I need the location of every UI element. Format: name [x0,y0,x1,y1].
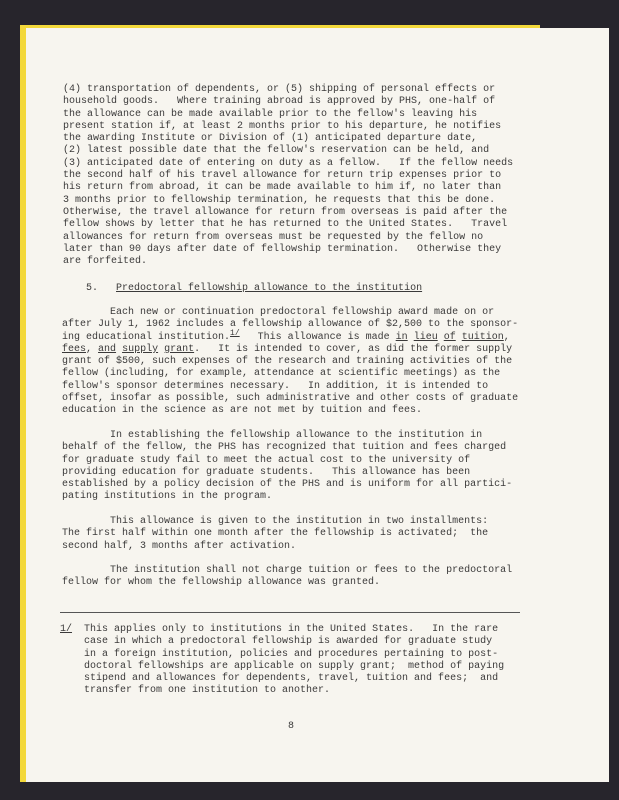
text-line: pating institutions in the program. [62,491,273,503]
text-line: the awarding Institute or Division of (1) anticipated departure date, [63,133,478,145]
text-line [62,328,518,344]
paragraph-installments [62,516,488,553]
text-line: for graduate study fail to meet the actual cost to the university of [62,454,471,466]
text-line: his return from abroad, it can be made available to him if, no later than [63,182,502,194]
paragraph-no-tuition [62,565,512,590]
text-segment: This allowance is made [239,331,396,343]
text-line: (2) latest possible date that the fellow's reservation can be held, and [63,145,490,157]
text-line: Each new or continuation predoctoral fellowship award made on or [62,307,495,318]
text-line: doctoral fellowships are applicable on supply grant; method of paying [60,660,505,672]
text-line: fellow's sponsor determines necessary. In addition, it is intended to [62,380,489,392]
text-line: household goods. Where training abroad is approved by PHS, one-half of [63,96,496,108]
text-line [62,344,518,356]
text-line: case in which a predoctoral fellowship is awarded for graduate study [60,636,493,648]
text-line: later than 90 days after date of fellowship termination. Otherwise they [63,243,502,255]
text-line: after July 1, 1962 includes a fellowship allowance of $2,500 to the sponsor- [62,319,519,331]
underlined-text: Predoctoral fellowship allowance to the institution [116,283,423,294]
text-segment: , [86,343,99,355]
text-segment: ing educational institution. [62,331,231,343]
text-line: stipend and allowances for dependents, travel, tuition and fees; and [60,673,499,685]
text-line: fellow shows by letter that he has returned to the United States. Travel [63,219,508,231]
text-line: grant of $500, such expenses of the research and training activities of the [62,356,513,368]
paragraph-award [62,307,518,418]
footnote-divider [60,612,520,613]
text-line: Otherwise, the travel allowance for return from overseas is paid after the [63,206,508,218]
text-line: established by a policy decision of the PHS and is uniform for all partici- [62,479,513,491]
underlined-text: 1/ [60,624,73,635]
text-line [86,283,422,295]
underlined-text: lieu [413,331,438,343]
underlined-text: grant [164,343,195,355]
text-line: In establishing the fellowship allowance to the institution in [62,430,483,441]
text-line: are forfeited. [63,256,148,268]
text-line: fellow for whom the fellowship allowance was granted. [62,577,381,589]
text-line: second half, 3 months after activation. [62,540,297,552]
page-number: 8 [288,721,295,732]
text-segment: 5. [86,283,117,294]
text-line: (4) transportation of dependents, or (5) shipping of personal effects or [63,84,496,95]
text-line: (3) anticipated date of entering on duty as a fellow. If the fellow needs [63,157,514,169]
text-line: the second half of his travel allowance for return trip expenses prior to [63,170,502,182]
underlined-text: and [98,343,117,355]
section-heading [86,283,422,295]
footnote-reference: 1/ [230,328,240,338]
text-line: This allowance is given to the institution in two installments: [62,516,489,527]
text-line: 3 months prior to fellowship termination, he requests that this be done. [63,194,496,206]
text-line: allowances for return from overseas must be requested by the fellow no [63,231,484,243]
text-segment: , [503,331,510,343]
text-line: fellow (including, for example, attendance at scientific meetings) as the [62,368,501,380]
text-line: offset, insofar as possible, such administrative and other costs of graduate [62,393,519,405]
text-segment: This applies only to institutions in the United States. In the rare [72,624,499,635]
text-line: The first half within one month after the fellowship is activated; the [62,528,489,540]
text-line: behalf of the fellow, the PHS has recognized that tuition and fees charged [62,442,507,454]
text-line: providing education for graduate students. This allowance has been [62,466,471,478]
text-line: education in the science as are not met by tuition and fees. [62,405,423,417]
underlined-text: tuition [461,331,504,343]
underlined-text: of [443,331,456,343]
underlined-text: supply [122,343,159,355]
text-line: the allowance can be made available prior to the fellow's leaving his [63,108,478,120]
document-page [26,28,609,782]
underlined-text: in [395,331,408,343]
footnote [60,624,504,698]
underlined-text: fees [62,343,87,355]
paragraph-establishing [62,430,512,504]
text-line: present station if, at least 2 months prior to his departure, he notifies [63,120,502,132]
text-line: The institution shall not charge tuition or fees to the predoctoral [62,565,513,576]
text-line: in a foreign institution, policies and procedures pertaining to post- [60,648,499,660]
text-segment: . It is intended to cover, as did the former supply [194,343,513,355]
paragraph-travel-allowance [63,84,513,268]
text-line: transfer from one institution to another. [60,685,331,697]
text-line [60,624,504,636]
